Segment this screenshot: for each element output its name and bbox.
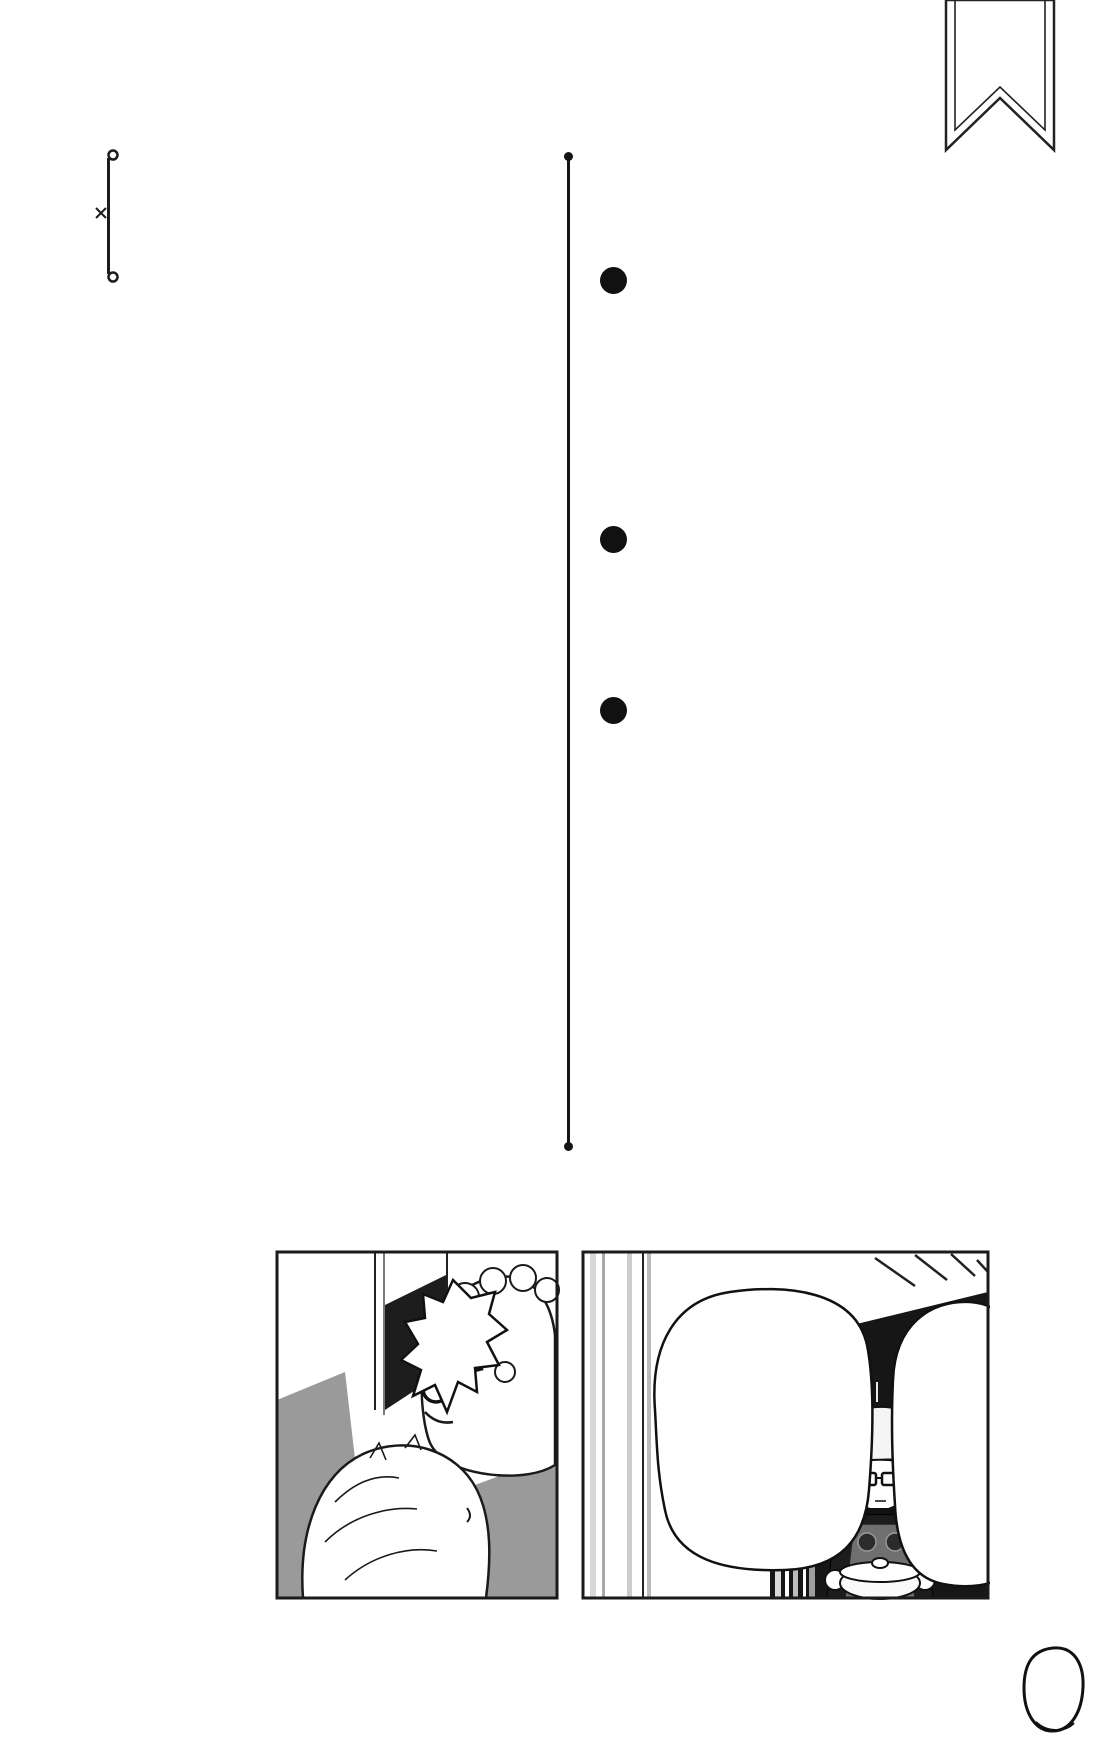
- title-bracket-icon: [94, 146, 124, 286]
- cooking-step: [600, 688, 1015, 724]
- step-number-badge: [600, 697, 627, 724]
- cooking-step: [600, 258, 1015, 294]
- divider-dot-top: [564, 152, 573, 161]
- step-number-badge: [600, 267, 627, 294]
- divider-dot-bottom: [564, 1142, 573, 1151]
- speech-bubble-right: [903, 1334, 983, 1552]
- material-heading-row: [130, 378, 148, 410]
- triangle-border-bottom: [0, 1694, 1120, 1740]
- column-divider: [567, 160, 570, 1146]
- cooking-step: [600, 517, 1015, 553]
- page-number-badge: [1016, 1642, 1090, 1737]
- recipe-ribbon-icon: [938, 0, 1062, 160]
- speech-bubble-middle: [668, 1324, 848, 1552]
- manga-panel: [275, 1250, 990, 1600]
- step-number-badge: [600, 526, 627, 553]
